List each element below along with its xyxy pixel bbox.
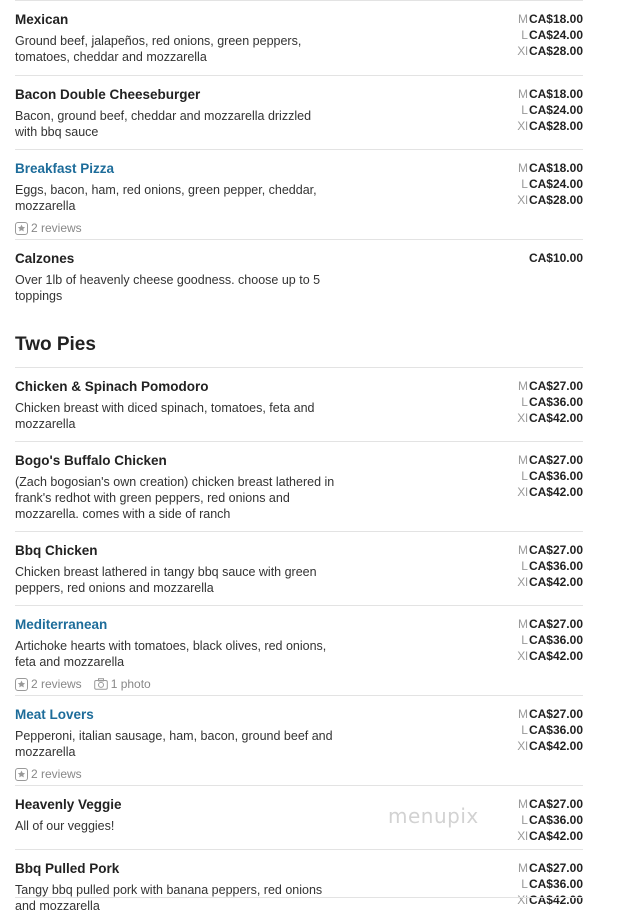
size-label: L xyxy=(521,723,528,737)
menu-item-description: Chicken breast with diced spinach, tomatoes, feta and mozzarella xyxy=(15,401,315,431)
price-value: CA$42.00 xyxy=(528,575,583,589)
price-value: CA$42.00 xyxy=(528,829,583,843)
size-label: M xyxy=(517,797,528,811)
menu-item xyxy=(15,149,583,239)
price-row xyxy=(517,86,583,102)
price-row xyxy=(517,394,583,410)
price-value: CA$18.00 xyxy=(528,161,583,175)
price-list xyxy=(517,796,583,844)
menu-item xyxy=(15,441,583,531)
menu-item-description: Eggs, bacon, ham, red onions, green pepper, cheddar, mozzarella xyxy=(15,183,317,213)
price-row xyxy=(517,118,583,134)
price-value: CA$42.00 xyxy=(528,893,583,907)
price-row xyxy=(529,250,583,266)
menu-item xyxy=(15,75,583,149)
menu-item-description: Over 1lb of heavenly cheese goodness. choose up to 5 toppings xyxy=(15,273,321,303)
price-row xyxy=(517,468,583,484)
reviews-link[interactable] xyxy=(15,676,82,692)
menu-item-link[interactable]: Breakfast Pizza xyxy=(15,161,115,176)
price-value: CA$27.00 xyxy=(528,379,583,393)
size-label: Xl xyxy=(517,44,528,58)
price-row xyxy=(517,616,583,632)
reviews-count: 2 reviews xyxy=(31,677,82,691)
price-value: CA$42.00 xyxy=(528,485,583,499)
price-list xyxy=(517,11,583,59)
price-list xyxy=(517,378,583,426)
menu-section xyxy=(15,319,583,921)
size-label: L xyxy=(521,559,528,573)
price-value: CA$28.00 xyxy=(528,193,583,207)
menu-item xyxy=(15,367,583,441)
size-label: L xyxy=(521,177,528,191)
size-label: Xl xyxy=(517,193,528,207)
review-star-icon xyxy=(15,768,31,781)
menu-item-meta xyxy=(15,766,583,782)
price-list xyxy=(517,706,583,754)
menu-item xyxy=(15,0,583,75)
price-row xyxy=(517,176,583,192)
price-value: CA$36.00 xyxy=(528,813,583,827)
price-row xyxy=(517,102,583,118)
size-label: M xyxy=(517,707,528,721)
price-row xyxy=(517,722,583,738)
size-label: Xl xyxy=(517,119,528,133)
price-row xyxy=(517,648,583,664)
size-label: Xl xyxy=(517,575,528,589)
menu-item-name: Bbq Chicken xyxy=(15,543,98,558)
size-label: L xyxy=(521,469,528,483)
size-label: Xl xyxy=(517,485,528,499)
size-label: M xyxy=(517,543,528,557)
price-value: CA$36.00 xyxy=(528,877,583,891)
price-value: CA$42.00 xyxy=(528,649,583,663)
price-row xyxy=(517,828,583,844)
size-label: L xyxy=(521,877,528,891)
price-list xyxy=(517,160,583,208)
size-label: L xyxy=(521,395,528,409)
review-star-icon xyxy=(15,222,31,235)
menu-item-description: Artichoke hearts with tomatoes, black olives, red onions, feta and mozzarella xyxy=(15,639,327,669)
size-label: M xyxy=(517,379,528,393)
price-value: CA$27.00 xyxy=(528,797,583,811)
size-label: L xyxy=(521,103,528,117)
menu-item-name: Chicken & Spinach Pomodoro xyxy=(15,379,209,394)
size-label: M xyxy=(517,161,528,175)
size-label: Xl xyxy=(517,829,528,843)
menu-list xyxy=(15,0,583,921)
price-value: CA$36.00 xyxy=(528,723,583,737)
price-row xyxy=(517,574,583,590)
price-value: CA$36.00 xyxy=(528,633,583,647)
reviews-count: 2 reviews xyxy=(31,767,82,781)
price-row xyxy=(517,558,583,574)
reviews-count: 2 reviews xyxy=(31,221,82,235)
menu-item-description: Bacon, ground beef, cheddar and mozzarella drizzled with bbq sauce xyxy=(15,109,312,139)
price-value: CA$27.00 xyxy=(528,617,583,631)
price-value: CA$36.00 xyxy=(528,395,583,409)
price-list xyxy=(517,616,583,664)
menu-item-name: Calzones xyxy=(15,251,75,266)
price-row xyxy=(517,452,583,468)
size-label: L xyxy=(521,813,528,827)
price-list xyxy=(529,250,583,266)
price-row xyxy=(517,192,583,208)
reviews-link[interactable] xyxy=(15,220,82,236)
price-value: CA$42.00 xyxy=(528,411,583,425)
price-value: CA$42.00 xyxy=(528,739,583,753)
price-row xyxy=(517,876,583,892)
menu-item-link[interactable]: Meat Lovers xyxy=(15,707,94,722)
menu-item-description: Pepperoni, italian sausage, ham, bacon, ground beef and mozzarella xyxy=(15,729,333,759)
size-label: Xl xyxy=(517,739,528,753)
price-value: CA$18.00 xyxy=(528,12,583,26)
menu-item xyxy=(15,785,583,849)
reviews-link[interactable] xyxy=(15,766,82,782)
menu-item-name: Bacon Double Cheeseburger xyxy=(15,87,201,102)
menu-item-description: Chicken breast lathered in tangy bbq sauce with green peppers, red onions and mozzarella xyxy=(15,565,317,595)
size-label: Xl xyxy=(517,411,528,425)
price-row xyxy=(517,706,583,722)
divider xyxy=(15,897,583,898)
menu-item-name: Heavenly Veggie xyxy=(15,797,122,812)
menu-item xyxy=(15,605,583,695)
menu-item xyxy=(15,849,583,921)
price-list xyxy=(517,452,583,500)
menu-item-description: (Zach bogosian's own creation) chicken breast lathered in frank's redhot with green peppers, red onions and mozzarella. comes with a side of ranch xyxy=(15,475,335,521)
price-row xyxy=(517,484,583,500)
menu-item-meta xyxy=(15,676,583,692)
size-label: L xyxy=(521,633,528,647)
menu-item-meta xyxy=(15,220,583,236)
photos-count: 1 photo xyxy=(110,677,151,691)
watermark: menupix xyxy=(388,804,479,828)
size-label: M xyxy=(517,861,528,875)
price-list xyxy=(517,860,583,908)
price-value: CA$24.00 xyxy=(528,177,583,191)
size-label: M xyxy=(517,453,528,467)
price-row xyxy=(517,542,583,558)
size-label: M xyxy=(517,87,528,101)
price-row xyxy=(517,160,583,176)
menu-section xyxy=(15,0,583,319)
price-value: CA$27.00 xyxy=(528,453,583,467)
price-row xyxy=(517,738,583,754)
price-value: CA$27.00 xyxy=(528,707,583,721)
size-label: M xyxy=(517,12,528,26)
price-value: CA$36.00 xyxy=(528,469,583,483)
menu-item xyxy=(15,531,583,605)
menu-item-name: Bogo's Buffalo Chicken xyxy=(15,453,167,468)
price-row xyxy=(517,378,583,394)
menu-item-name: Mexican xyxy=(15,12,69,27)
price-value: CA$24.00 xyxy=(528,28,583,42)
menu-item-description: All of our veggies! xyxy=(15,819,115,833)
menu-item xyxy=(15,239,583,319)
price-row xyxy=(517,11,583,27)
section-title: Two Pies xyxy=(15,334,96,355)
size-label: Xl xyxy=(517,893,528,907)
price-value: CA$28.00 xyxy=(528,119,583,133)
price-row xyxy=(517,410,583,426)
price-value: CA$28.00 xyxy=(528,44,583,58)
menu-item-description: Tangy bbq pulled pork with banana peppers, red onions and mozzarella xyxy=(15,883,323,913)
price-row xyxy=(517,43,583,59)
menu-item-name: Bbq Pulled Pork xyxy=(15,861,120,876)
price-row xyxy=(517,892,583,908)
review-star-icon xyxy=(15,678,31,691)
menu-item-link[interactable]: Mediterranean xyxy=(15,617,108,632)
price-row xyxy=(517,632,583,648)
price-row xyxy=(517,860,583,876)
price-value: CA$18.00 xyxy=(528,87,583,101)
size-label: M xyxy=(517,617,528,631)
menu-item xyxy=(15,695,583,785)
section-header xyxy=(15,319,583,367)
price-list xyxy=(517,86,583,134)
price-value: CA$24.00 xyxy=(528,103,583,117)
menu-item-description: Ground beef, jalapeños, red onions, green peppers, tomatoes, cheddar and mozzarella xyxy=(15,34,302,64)
price-value: CA$27.00 xyxy=(528,861,583,875)
price-row xyxy=(517,27,583,43)
price-row xyxy=(517,796,583,812)
price-value: CA$36.00 xyxy=(528,559,583,573)
price-value: CA$27.00 xyxy=(528,543,583,557)
size-label: Xl xyxy=(517,649,528,663)
price-row xyxy=(517,812,583,828)
price-value: CA$10.00 xyxy=(528,251,583,265)
size-label: L xyxy=(521,28,528,42)
photos-link[interactable] xyxy=(94,676,151,692)
price-list xyxy=(517,542,583,590)
camera-icon xyxy=(94,678,111,690)
